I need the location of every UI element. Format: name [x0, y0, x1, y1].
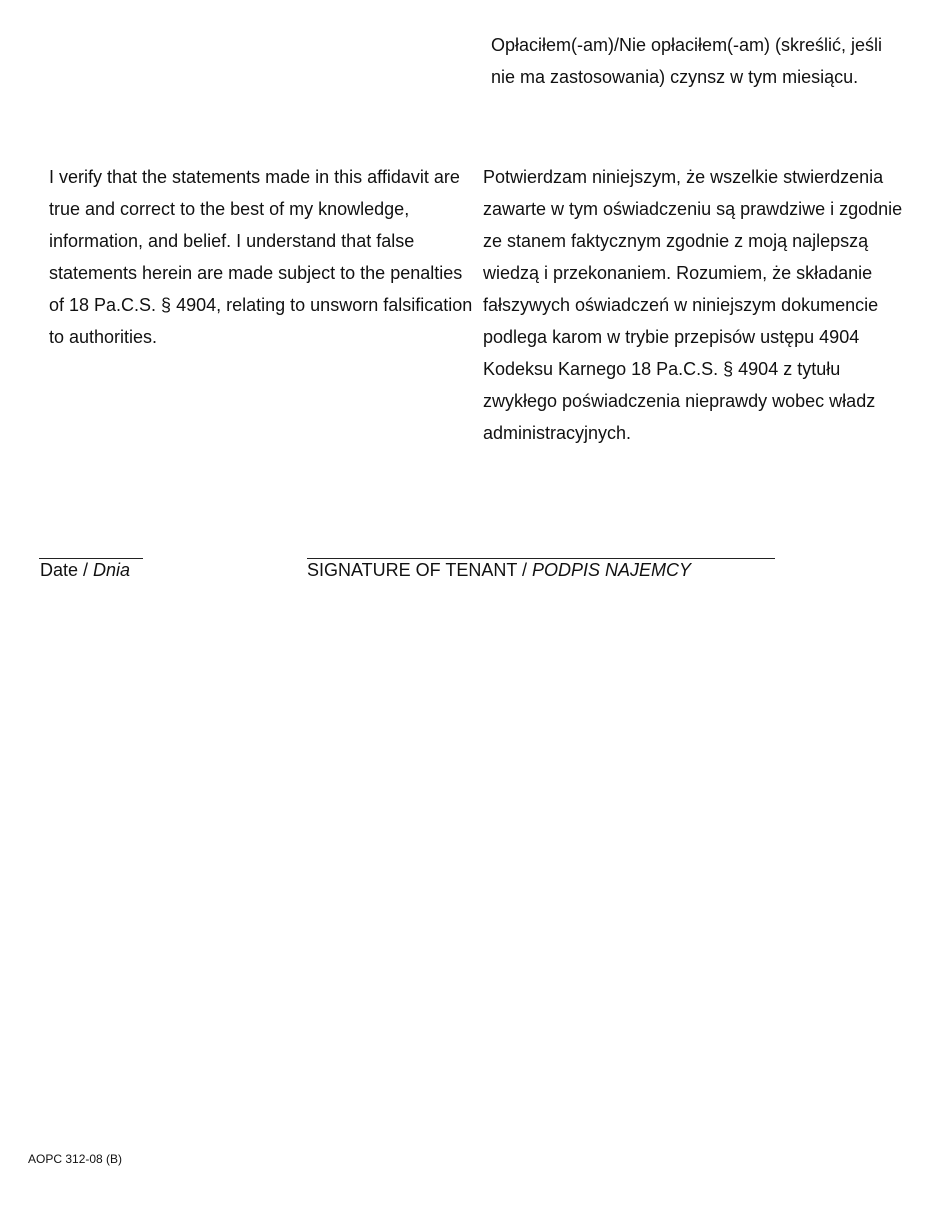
- date-label: [40, 559, 130, 581]
- signature-label-english: SIGNATURE OF TENANT /: [307, 560, 533, 580]
- date-label-polish: Dnia: [93, 560, 131, 580]
- verification-statement-polish: Potwierdzam niniejszym, że wszelkie stwierdzenia zawarte w tym oświadczeniu są prawdziwe i zgodnie ze stanem faktycznym zgodnie z moją najlepszą wiedzą i przekonaniem. Rozumiem, że składanie fałszywych oświadczeń w niniejszym dokumencie podlega karom w trybie przepisów ustępu 4904 Kodeksu Karnego 18 Pa.C.S. § 4904 z tytułu zwykłego poświadczenia nieprawdy wobec władz administracyjnych.: [483, 167, 903, 443]
- rent-payment-statement-polish: Opłaciłem(-am)/Nie opłaciłem(-am) (skreślić, jeśli nie ma zastosowania) czynsz w tym miesiącu.: [491, 35, 883, 87]
- verification-statement-english: I verify that the statements made in this affidavit are true and correct to the best of my knowledge, information, and belief. I understand that false statements herein are made subject to the penalties of 18 Pa.C.S. § 4904, relating to unsworn falsification to authorities.: [49, 167, 473, 347]
- date-label-english: Date /: [40, 560, 94, 580]
- form-code: AOPC 312-08 (B): [28, 1152, 123, 1166]
- tenant-signature-label: [307, 559, 691, 581]
- signature-label-polish: PODPIS NAJEMCY: [532, 560, 692, 580]
